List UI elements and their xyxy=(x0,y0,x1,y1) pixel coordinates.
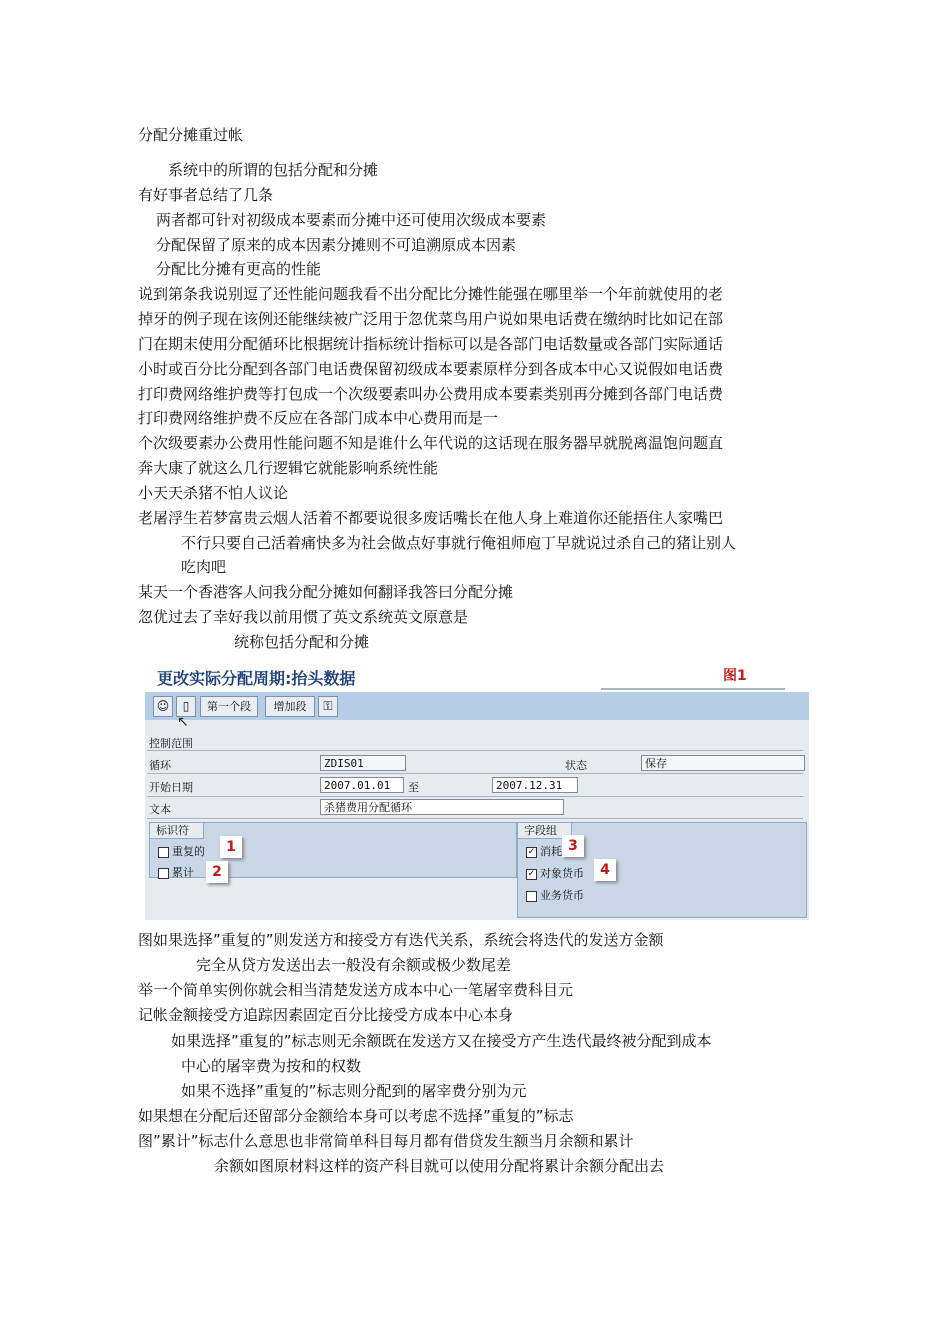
paragraph-line: 个次级要素办公费用性能问题不知是谁什么年代说的这话现在服务器早就脱离温饱问题直 xyxy=(138,434,724,452)
paragraph-line: 奔大康了就这么几行逻辑它就能影响系统性能 xyxy=(138,459,439,477)
start-date-field[interactable]: 2007.01.01 xyxy=(320,777,404,793)
object-currency-checkbox[interactable] xyxy=(526,867,584,881)
indicator-group xyxy=(149,822,517,878)
repeat-checkbox-label: 重复的 xyxy=(172,845,205,858)
control-area-label: 控制范围 xyxy=(149,737,193,750)
repeat-checkbox[interactable] xyxy=(158,845,205,859)
transaction-currency-checkbox-label: 业务货币 xyxy=(540,889,584,902)
paragraph-line: 举一个简单实例你就会相当清楚发送方成本中心一笔屠宰费科目元 xyxy=(138,981,574,999)
document-icon[interactable]: ▯ xyxy=(176,696,196,717)
paragraph-line: 记帐金额接受方追踪因素固定百分比接受方成本中心本身 xyxy=(138,1006,514,1024)
lock-icon[interactable]: ⚿ xyxy=(318,696,338,717)
add-segment-button[interactable]: 增加段 xyxy=(265,696,315,717)
mouse-cursor-icon: ↖ xyxy=(177,714,189,730)
cumulative-checkbox-label: 累计 xyxy=(172,866,194,879)
paragraph-line: 完全从贷方发送出去一般没有余额或极少数尾差 xyxy=(196,956,512,974)
object-currency-checkbox-label: 对象货币 xyxy=(540,867,584,880)
checkbox-box[interactable] xyxy=(158,847,169,858)
divider xyxy=(147,750,803,751)
consumption-checkbox-label: 消耗 xyxy=(540,845,562,858)
text-label: 文本 xyxy=(149,803,171,816)
paragraph-line: 小天天杀猪不怕人议论 xyxy=(138,484,289,502)
text-field[interactable]: 杀猪费用分配循环 xyxy=(320,799,564,815)
divider xyxy=(147,796,803,797)
paragraph-line: 某天一个香港客人问我分配分摊如何翻译我答曰分配分摊 xyxy=(138,583,514,601)
figure-label-underline xyxy=(601,688,785,690)
paragraph-line: 图”累计”标志什么意思也非常简单科目每月都有借贷发生额当月余额和累计 xyxy=(138,1132,634,1150)
paragraph-line: 图如果选择”重复的”则发送方和接受方有迭代关系，系统会将迭代的发送方金额 xyxy=(138,931,664,949)
marker-1: 1 xyxy=(220,836,242,858)
paragraph-line: 如果想在分配后还留部分金额给本身可以考虑不选择”重复的”标志 xyxy=(138,1107,574,1125)
figure-label: 图1 xyxy=(723,668,747,684)
paragraph-line: 老屠浮生若梦富贵云烟人活着不都要说很多废话嘴长在他人身上难道你还能捂住人家嘴巴 xyxy=(138,509,724,527)
header-data-panel xyxy=(145,714,809,920)
paragraph-line: 吃肉吧 xyxy=(181,558,227,576)
status-field[interactable]: 保存 xyxy=(641,755,805,771)
cumulative-checkbox[interactable] xyxy=(158,866,194,880)
marker-4: 4 xyxy=(594,859,616,881)
sap-screenshot xyxy=(145,660,809,920)
paragraph-line: 掉牙的例子现在该例还能继续被广泛用于忽优菜鸟用户说如果电话费在缴纳时比如记在部 xyxy=(138,310,724,328)
checkbox-box[interactable] xyxy=(158,868,169,879)
paragraph-line: 余额如图原材料这样的资产科目就可以使用分配将累计余额分配出去 xyxy=(214,1157,665,1175)
document-title: 分配分摊重过帐 xyxy=(138,126,244,144)
paragraph-line: 如果选择”重复的”标志则无余额既在发送方又在接受方产生迭代最终被分配到成本 xyxy=(171,1032,712,1050)
marker-3: 3 xyxy=(562,835,584,857)
paragraph-line: 有好事者总结了几条 xyxy=(138,186,274,204)
status-label: 状态 xyxy=(565,759,587,772)
paragraph-line: 不行只要自己活着痛快多为社会做点好事就行俺祖师庖丁早就说过杀自己的猪让别人 xyxy=(181,534,737,552)
marker-2: 2 xyxy=(206,861,228,883)
paragraph-line: 打印费网络维护费不反应在各部门成本中心费用而是一 xyxy=(138,409,499,427)
consumption-checkbox[interactable] xyxy=(526,845,562,859)
list-item: 两者都可针对初级成本要素而分摊中还可使用次级成本要素 xyxy=(156,211,547,229)
application-toolbar xyxy=(145,692,809,721)
paragraph-line: 说到第条我说别逗了还性能问题我看不出分配比分摊性能强在哪里举一个年前就使用的老 xyxy=(138,285,724,303)
field-group-title: 字段组 xyxy=(517,822,572,839)
paragraph-line: 如果不选择”重复的”标志则分配到的屠宰费分别为元 xyxy=(181,1082,527,1100)
paragraph-line: 忽优过去了幸好我以前用惯了英文系统英文原意是 xyxy=(138,608,469,626)
list-item: 分配比分摊有更高的性能 xyxy=(156,260,322,278)
start-date-label: 开始日期 xyxy=(149,781,193,794)
to-label: 至 xyxy=(408,781,419,794)
paragraph-line: 统称包括分配和分摊 xyxy=(234,633,370,651)
checkbox-box[interactable] xyxy=(526,891,537,902)
field-group xyxy=(517,822,807,918)
divider xyxy=(147,773,803,774)
paragraph-line: 中心的屠宰费为按和的权数 xyxy=(181,1057,362,1075)
paragraph-line: 小时或百分比分配到各部门电话费保留初级成本要素原样分到各成本中心又说假如电话费 xyxy=(138,360,724,378)
cycle-label: 循环 xyxy=(149,759,171,772)
paragraph-line: 打印费网络维护费等打包成一个次级要素叫办公费用成本要素类别再分摊到各部门电话费 xyxy=(138,385,724,403)
end-date-field[interactable]: 2007.12.31 xyxy=(492,777,578,793)
paragraph-line: 门在期末使用分配循环比根据统计指标统计指标可以是各部门电话数量或各部门实际通话 xyxy=(138,335,724,353)
paragraph-line: 系统中的所谓的包括分配和分摊 xyxy=(168,161,379,179)
indicator-group-title: 标识符 xyxy=(149,822,204,839)
checkbox-box[interactable]: ✓ xyxy=(527,868,536,879)
checkbox-box[interactable]: ✓ xyxy=(527,846,536,857)
list-item: 分配保留了原来的成本因素分摊则不可追溯原成本因素 xyxy=(156,236,517,254)
window-titlebar xyxy=(145,660,809,692)
screen-title: 更改实际分配周期:抬头数据 xyxy=(157,669,356,688)
first-segment-button[interactable]: 第一个段 xyxy=(200,696,258,717)
transaction-currency-checkbox[interactable] xyxy=(526,889,584,903)
divider xyxy=(147,818,803,819)
cycle-field[interactable]: ZDIS01 xyxy=(320,755,406,771)
person-icon[interactable]: ☺ xyxy=(153,696,173,717)
